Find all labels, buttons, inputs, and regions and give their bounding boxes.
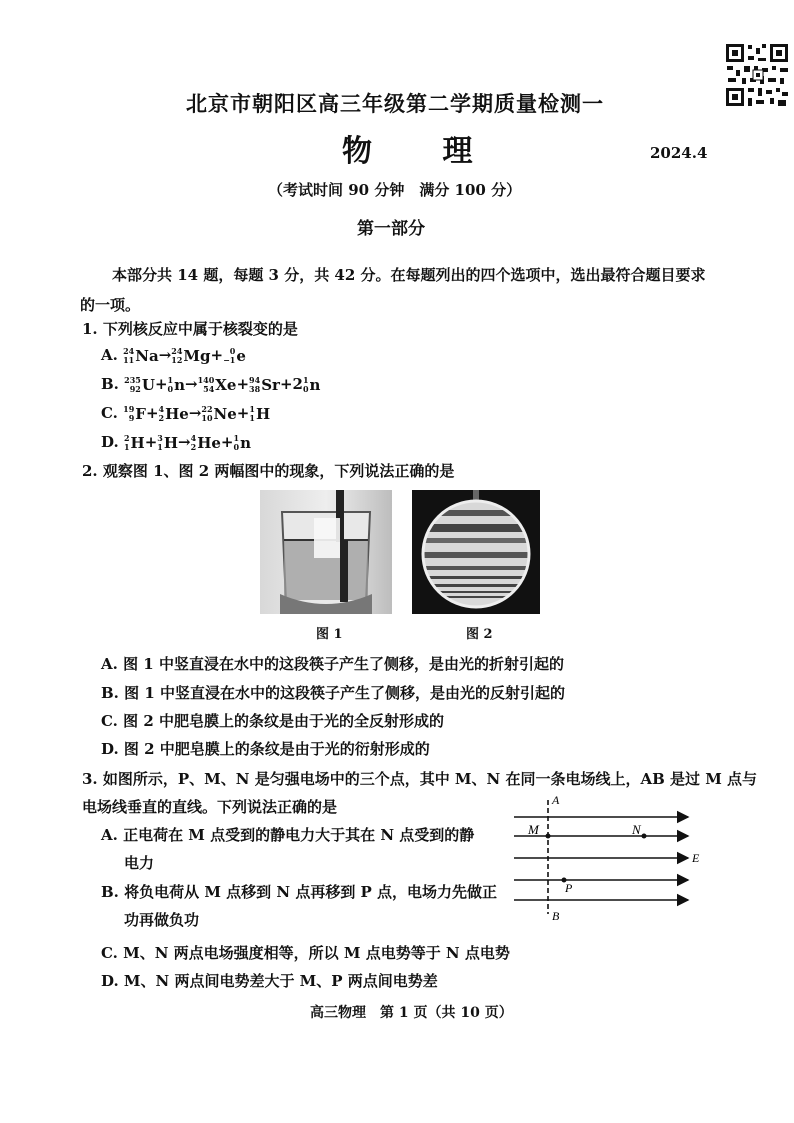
part-title: 第一部分 bbox=[357, 219, 425, 239]
option-label: A. bbox=[101, 346, 118, 364]
question-2-option-b: B. 图 1 中竖直浸在水中的这段筷子产生了侧移，是由光的反射引起的 bbox=[101, 684, 566, 702]
part-instruction: 本部分共 14 题，每题 3 分，共 42 分。在每题列出的四个选项中，选出最符合题目要求的一项。 bbox=[80, 266, 706, 314]
question-3-option-a-line1: A. 正电荷在 M 点受到的静电力大于其在 N 点受到的静 bbox=[101, 826, 475, 844]
exam-title: 北京市朝阳区高三年级第二学期质量检测一 bbox=[186, 91, 604, 116]
question-1-option-a: A. 24 11 Na→ 24 12 Mg+ 0 −1 e bbox=[101, 346, 246, 365]
figure-1-caption: 图 1 bbox=[316, 627, 343, 642]
question-3-stem-line1: 3. 如图所示，P、M、N 是匀强电场中的三个点，其中 M、N 在同一条电场线上，AB 是过 M 点与 bbox=[82, 770, 758, 788]
figure-2-soap-film bbox=[412, 490, 540, 614]
exam-date: 2024.4 bbox=[650, 144, 708, 162]
label-b: B bbox=[552, 909, 560, 923]
electric-field-diagram bbox=[510, 792, 710, 926]
option-label: D. bbox=[101, 433, 119, 451]
page-footer: 高三物理 第 1 页（共 10 页） bbox=[310, 1005, 513, 1021]
question-1-option-d: D. 2 1 H+ 3 1 H→ 4 2 He+ 1 0 n bbox=[101, 433, 251, 452]
question-3-option-b-line2: 功再做负功 bbox=[124, 911, 200, 929]
qr-code bbox=[724, 42, 790, 108]
question-1-stem: 1. 下列核反应中属于核裂变的是 bbox=[82, 320, 298, 338]
question-1-option-b: B. 235 92 U+ 1 0 n→ 140 54 Xe+ 94 38 Sr+2 1 0 n bbox=[101, 375, 321, 394]
subject-title: 物 理 bbox=[342, 134, 503, 169]
point-m-dot bbox=[546, 834, 551, 839]
label-e: E bbox=[692, 851, 700, 865]
option-label: B. bbox=[101, 375, 119, 393]
question-3-stem-line2: 电场线垂直的直线。下列说法正确的是 bbox=[82, 798, 338, 816]
question-3-option-a-line2: 电力 bbox=[124, 854, 155, 872]
option-label: C. bbox=[101, 404, 118, 422]
point-n-dot bbox=[642, 834, 647, 839]
question-2-option-a: A. 图 1 中竖直浸在水中的这段筷子产生了侧移，是由光的折射引起的 bbox=[101, 655, 564, 673]
question-2-stem: 2. 观察图 1、图 2 两幅图中的现象，下列说法正确的是 bbox=[82, 462, 455, 480]
question-2-option-c: C. 图 2 中肥皂膜上的条纹是由于光的全反射形成的 bbox=[101, 712, 445, 730]
question-2-option-d: D. 图 2 中肥皂膜上的条纹是由于光的衍射形成的 bbox=[101, 740, 430, 758]
label-p: P bbox=[565, 881, 573, 895]
label-n: N bbox=[632, 822, 641, 837]
figure-1-glass-chopstick bbox=[260, 490, 392, 614]
question-3-option-d: D. M、N 两点间电势差大于 M、P 两点间电势差 bbox=[101, 972, 438, 990]
label-a: A bbox=[552, 793, 560, 807]
figure-2-caption: 图 2 bbox=[466, 627, 493, 642]
question-1-option-c: C. 19 9 F+ 4 2 He→ 22 10 Ne+ 1 1 H bbox=[101, 404, 271, 423]
label-m: M bbox=[528, 822, 539, 837]
question-3-option-b-line1: B. 将负电荷从 M 点移到 N 点再移到 P 点，电场力先做正 bbox=[101, 883, 498, 901]
question-3-option-c: C. M、N 两点电场强度相等，所以 M 点电势等于 N 点电势 bbox=[101, 944, 510, 962]
exam-time-info: （考试时间 90 分钟 满分 100 分） bbox=[268, 181, 522, 199]
